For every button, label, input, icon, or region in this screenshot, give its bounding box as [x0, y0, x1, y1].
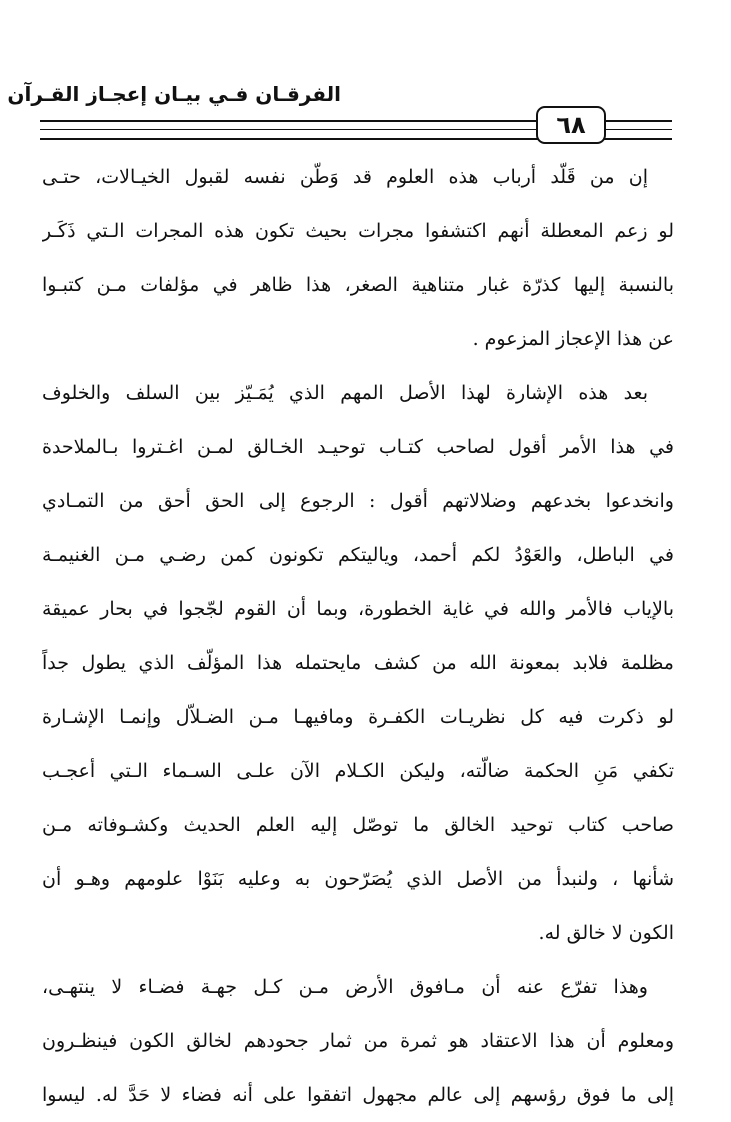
text-line: في الباطل، والعَوْدُ لكم أحمد، وياليتكم تكونون كمن رضـي مـن الغنيمـة [42, 544, 674, 566]
text-line: وانخدعوا بخدعهم وضلالاتهم أقول : الرجوع إلى الحق أحق من التمـادي [42, 490, 674, 512]
running-title: الفرقـان فـي بيـان إعجـاز القـرآن [7, 82, 341, 106]
paragraph [42, 366, 674, 960]
body-text [42, 150, 674, 1122]
paragraph [42, 960, 674, 1122]
text-line: إلى ما فوق رؤسهم إلى عالم مجهول اتفقوا على أنه فضاء لا حَدَّ له. ليسوا [42, 1084, 674, 1106]
text-line: عن هذا الإعجاز المزعوم . [472, 328, 674, 350]
text-line: مظلمة فلابد بمعونة الله من كشف مايحتمله هذا المؤلّف الذي يطول جداً [42, 652, 674, 674]
paragraph [42, 150, 674, 366]
page-number: ٦٨ [536, 106, 606, 144]
text-line: بالإياب فالأمر والله في غاية الخطورة، وبما أن القوم لجّجوا في بحار عميقة [42, 598, 674, 620]
text-line: تكفي مَنِ الحكمة ضالّته، وليكن الكـلام الآن علـى السـماء الـتي أعجـب [42, 760, 674, 782]
text-line: صاحب كتاب توحيد الخالق ما توصّل إليه العلم الحديث وكشـوفاته مـن [42, 814, 674, 836]
text-line: إن من قَلّد أرباب هذه العلوم قد وَطّن نفسه لقبول الخيـالات، حتـى [42, 166, 648, 188]
text-line: لو زعم المعطلة أنهم اكتشفوا مجرات بحيث تكون هذه المجرات الـتي ذَكَـر [42, 220, 674, 242]
text-line: شأنها ، ولنبدأ من الأصل الذي يُصَرّحون به وعليه بَنَوْا علومهم وهـو أن [42, 868, 674, 890]
text-line: بالنسبة إليها كذرّة غبار متناهية الصغر، هذا ظاهر في مؤلفات مـن كتبـوا [42, 274, 674, 296]
text-line: في هذا الأمر أقول لصاحب كتـاب توحيـد الخـالق لمـن اغـتروا بـالملاحدة [42, 436, 674, 458]
text-line: الكون لا خالق له. [538, 922, 674, 944]
text-line: ومعلوم أن هذا الاعتقاد هو ثمرة من ثمار جحودهم لخالق الكون فينظـرون [42, 1030, 674, 1052]
text-line: لو ذكرت فيه كل نظريـات الكفـرة ومافيهـا مـن الضـلاّل وإنمـا الإشـارة [42, 706, 674, 728]
text-line: وهذا تفرّع عنه أن مـافوق الأرض مـن كـل جهـة فضـاء لا ينتهـى، [42, 976, 648, 998]
text-line: بعد هذه الإشارة لهذا الأصل المهم الذي يُمَـيّز بين السلف والخلوف [42, 382, 648, 404]
